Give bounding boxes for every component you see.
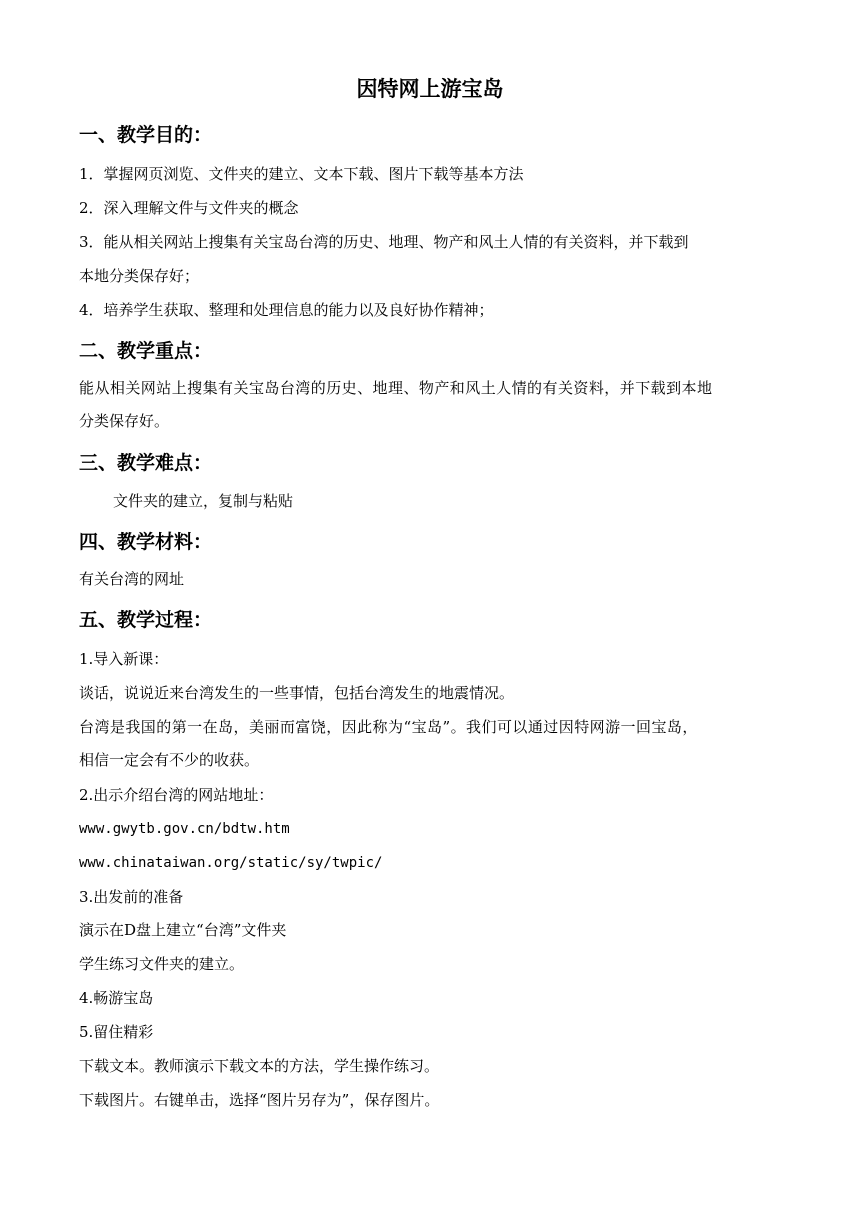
objective-item-3-continued: 本地分类保存好；	[79, 267, 200, 285]
objective-item-4: 4．培养学生获取、整理和处理信息的能力以及良好协作精神；	[79, 301, 494, 319]
process-line: 演示在D盘上建立“台湾”文件夹	[79, 921, 287, 939]
objective-item-1: 1．掌握网页浏览、文件夹的建立、文本下载、图片下载等基本方法	[79, 165, 524, 183]
website-address-2: www.chinataiwan.org/static/sy/twpic/	[79, 855, 383, 871]
process-line: 5.留住精彩	[79, 1023, 154, 1041]
process-line: 下载文本。教师演示下载文本的方法，学生操作练习。	[79, 1057, 440, 1075]
objective-item-3: 3．能从相关网站上搜集有关宝岛台湾的历史、地理、物产和风土人情的有关资料，并下载到	[79, 233, 689, 251]
section-heading-process: 五、教学过程：	[79, 609, 213, 631]
process-line: 1.导入新课：	[79, 650, 169, 668]
website-address-1: www.gwytb.gov.cn/bdtw.htm	[79, 821, 290, 837]
difficulties-line: 文件夹的建立，复制与粘贴	[113, 492, 294, 510]
objective-item-2: 2．深入理解文件与文件夹的概念	[79, 199, 299, 217]
process-line: 台湾是我国的第一在岛，美丽而富饶，因此称为“宝岛”。我们可以通过因特网游一回宝岛，	[79, 718, 698, 736]
section-heading-difficulties: 三、教学难点：	[79, 452, 213, 474]
section-heading-objectives: 一、教学目的：	[79, 124, 213, 146]
section-heading-materials: 四、教学材料：	[79, 531, 213, 553]
document-title: 因特网上游宝岛	[356, 77, 504, 101]
key-points-line-1: 能从相关网站上搜集有关宝岛台湾的历史、地理、物产和风土人情的有关资料，并下载到本地	[79, 379, 713, 397]
process-line: 3.出发前的准备	[79, 888, 184, 906]
process-line: 相信一定会有不少的收获。	[79, 751, 260, 769]
process-line: 学生练习文件夹的建立。	[79, 955, 245, 973]
materials-line: 有关台湾的网址	[79, 570, 185, 588]
process-line: 下载图片。右键单击，选择“图片另存为”，保存图片。	[79, 1091, 440, 1109]
process-line: 谈话，说说近来台湾发生的一些事情，包括台湾发生的地震情况。	[79, 684, 515, 702]
key-points-line-2: 分类保存好。	[79, 412, 170, 430]
process-line: 4.畅游宝岛	[79, 989, 154, 1007]
process-line: 2.出示介绍台湾的网站地址：	[79, 786, 274, 804]
section-heading-key-points: 二、教学重点：	[79, 340, 213, 362]
